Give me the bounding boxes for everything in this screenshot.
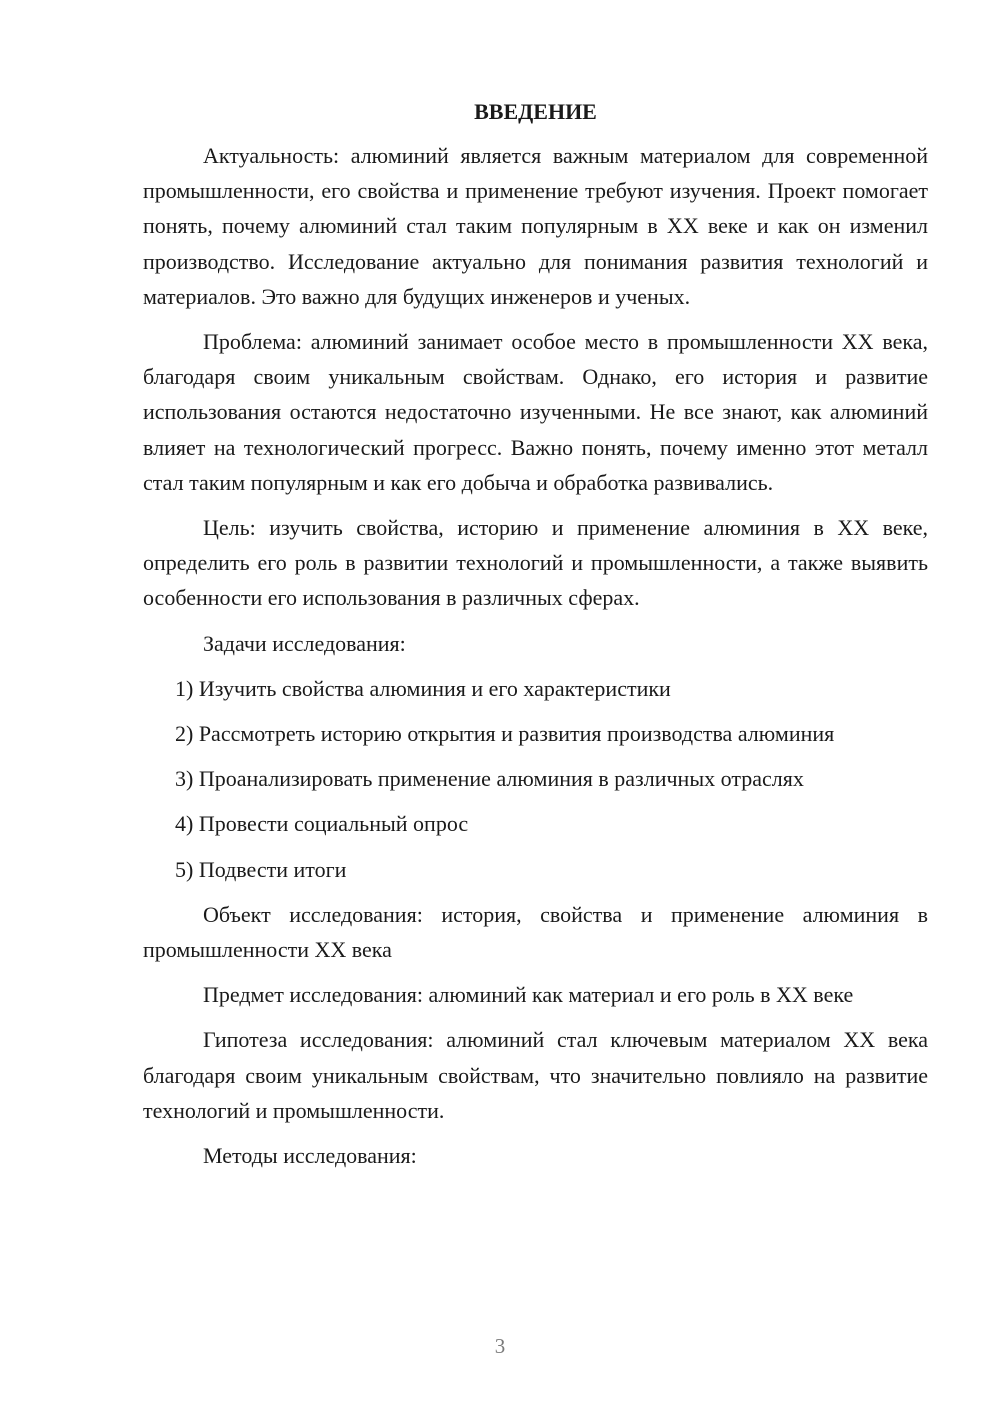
subject-paragraph: Предмет исследования: алюминий как материал и его роль в XX веке xyxy=(203,982,854,1008)
relevance-paragraph: Актуальность: алюминий является важным материалом для современной промышленности, его свойства и применение требуют изучения. Проект помогает понять, почему алюминий стал таким популярным в XX веке и как он изменил производство. Исследование актуально для понимания развития технологий и материалов. Это важно для будущих инженеров и ученых. xyxy=(143,143,928,309)
list-item: 3) Проанализировать применение алюминия в различных отраслях xyxy=(175,766,804,792)
tasks-heading: Задачи исследования: xyxy=(203,630,406,656)
page-content xyxy=(143,96,928,1183)
list-item: 5) Подвести итоги xyxy=(175,856,347,882)
hypothesis-paragraph: Гипотеза исследования: алюминий стал ключевым материалом XX века благодаря своим уникальным свойствам, что значительно повлияло на развитие технологий и промышленности. xyxy=(143,1027,928,1123)
methods-paragraph: Методы исследования: xyxy=(203,1143,417,1169)
problem-paragraph: Проблема: алюминий занимает особое место в промышленности XX века, благодаря своим уникальным свойствам. Однако, его история и развитие использования остаются недостаточно изученными. Не все знают, как алюминий влияет на технологический прогресс. Важно понять, почему именно этот металл стал таким популярным и как его добыча и обработка развивались. xyxy=(143,329,928,495)
object-paragraph: Объект исследования: история, свойства и применение алюминия в промышленности XX века xyxy=(143,901,928,963)
list-item: 4) Провести социальный опрос xyxy=(175,811,469,837)
list-item: 2) Рассмотреть историю открытия и развития производства алюминия xyxy=(175,721,835,747)
tasks-list xyxy=(143,671,928,887)
page-title: ВВЕДЕНИЕ xyxy=(474,99,597,124)
page-number: 3 xyxy=(494,1334,506,1358)
goal-paragraph: Цель: изучить свойства, историю и применение алюминия в XX веке, определить его роль в развитии технологий и промышленности, а также выявить особенности его использования в различных сферах. xyxy=(143,515,928,611)
list-item: 1) Изучить свойства алюминия и его характеристики xyxy=(175,675,671,701)
